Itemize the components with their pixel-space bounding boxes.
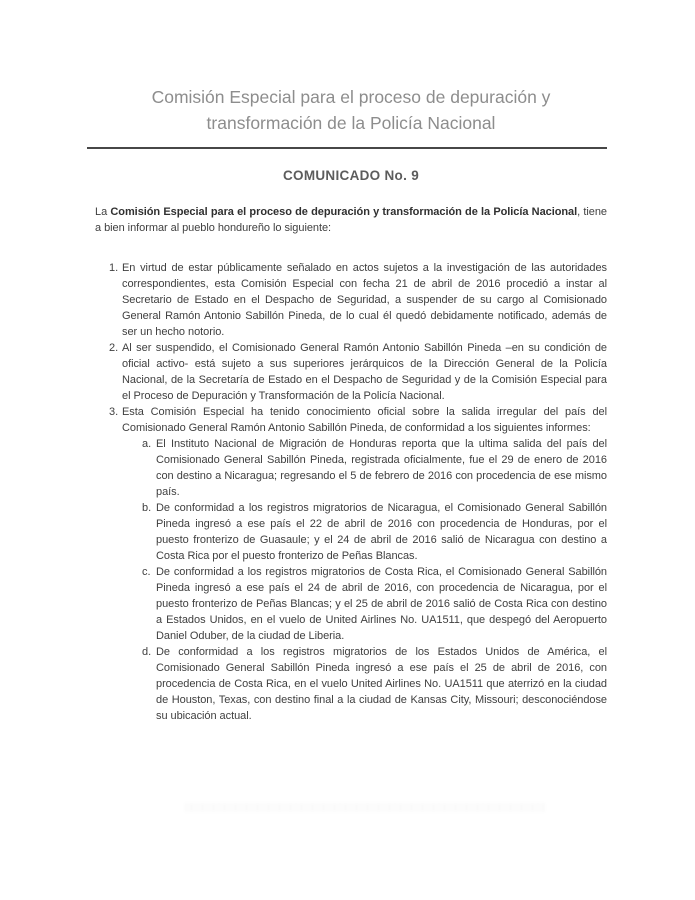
- sub-list-item-marker: c.: [142, 566, 151, 578]
- intro-prefix: La: [95, 206, 111, 218]
- document-title-line1: Comisión Especial para el proceso de depuración y: [151, 87, 551, 107]
- communique-heading: COMUNICADO No. 9: [282, 168, 420, 183]
- title-divider-rule: [87, 147, 607, 149]
- document-title-line2: transformación de la Policía Nacional: [206, 113, 496, 133]
- sub-list-item: [95, 436, 607, 500]
- list-item: [95, 260, 607, 340]
- list-item-text: En virtud de estar públicamente señalado en actos sujetos a la investigación de las autoridades correspondientes, esta Comisión Especial con fecha 21 de abril de 2016 procedió a instar al Secretario de Estado en el Despacho de Seguridad, a suspender de su cargo al Comisionado General Ramón Antonio Sabillón Pineda, de lo cual él quedó debidamente notificado, además de ser un hecho notorio.: [122, 262, 607, 338]
- sub-list-item: [95, 500, 607, 564]
- faded-next-line-artifact: [185, 803, 545, 812]
- sub-list-item-text: El Instituto Nacional de Migración de Honduras reporta que la ultima salida del país del Comisionado General Sabillón Pineda, registrada oficialmente, fue el 29 de enero de 2016 con destino a Nicaragua; regresando el 5 de febrero de 2016 con procedencia de ese mismo país.: [156, 438, 607, 498]
- sub-list-item-marker: b.: [142, 502, 152, 514]
- document-content: [95, 0, 607, 724]
- sub-list-item: [95, 564, 607, 644]
- list-item-marker: 1.: [109, 262, 119, 274]
- sub-list-item-text: De conformidad a los registros migratorios de Costa Rica, el Comisionado General Sabillón Pineda ingresó a ese país el 24 de abril de 2016, con procedencia de Nicaragua, por el puesto fronterizo de Peñas Blancas; y el 25 de abril de 2016 salió de Costa Rica con destino a Estados Unidos, en el vuelo de United Airlines No. UA1511, que despegó del Aeropuerto Daniel Oduber, de la ciudad de Liberia.: [156, 566, 607, 642]
- sub-list-item-text: De conformidad a los registros migratorios de los Estados Unidos de América, el Comisionado General Sabillón Pineda ingresó a ese país el 25 de abril de 2016, con procedencia de Costa Rica, en el vuelo United Airlines No. UA1511 que aterrizó en la ciudad de Houston, Texas, con destino final a la ciudad de Kansas City, Missouri; desconociéndose su ubicación actual.: [156, 646, 607, 722]
- sub-list-item-marker: d.: [142, 646, 152, 658]
- intro-rest: , tiene a bien informar al pueblo hondureño lo siguiente:: [95, 206, 607, 234]
- list-item-text: Esta Comisión Especial ha tenido conocimiento oficial sobre la salida irregular del país del Comisionado General Ramón Antonio Sabillón Pineda, de conformidad a los siguientes informes:: [122, 406, 607, 434]
- numbered-list: [95, 260, 607, 724]
- intro-bold-commission-name: Comisión Especial para el proceso de depuración y transformación de la Policía Nacional: [110, 206, 578, 218]
- sub-list-item-text: De conformidad a los registros migratorios de Nicaragua, el Comisionado General Sabillón Pineda ingresó a ese país el 22 de abril de 2016 con procedencia de Honduras, por el puesto fronterizo de Guasaule; y el 24 de abril de 2016 salió de Nicaragua con destino a Costa Rica por el puesto fronterizo de Peñas Blancas.: [156, 502, 607, 562]
- list-item-text: Al ser suspendido, el Comisionado General Ramón Antonio Sabillón Pineda –en su condición de oficial activo- está sujeto a sus superiores jerárquicos de la Dirección General de la Policía Nacional, de la Secretaría de Estado en el Despacho de Seguridad y de la Comisión Especial para el Proceso de Depuración y Transformación de la Policía Nacional.: [122, 342, 607, 402]
- list-item: [95, 404, 607, 436]
- sub-list-item: [95, 644, 607, 724]
- intro-paragraph: [95, 204, 607, 236]
- list-item: [95, 340, 607, 404]
- document-title: [95, 84, 607, 136]
- sub-list-item-marker: a.: [142, 438, 152, 450]
- list-item-marker: 2.: [109, 342, 119, 354]
- list-item-marker: 3.: [109, 406, 119, 418]
